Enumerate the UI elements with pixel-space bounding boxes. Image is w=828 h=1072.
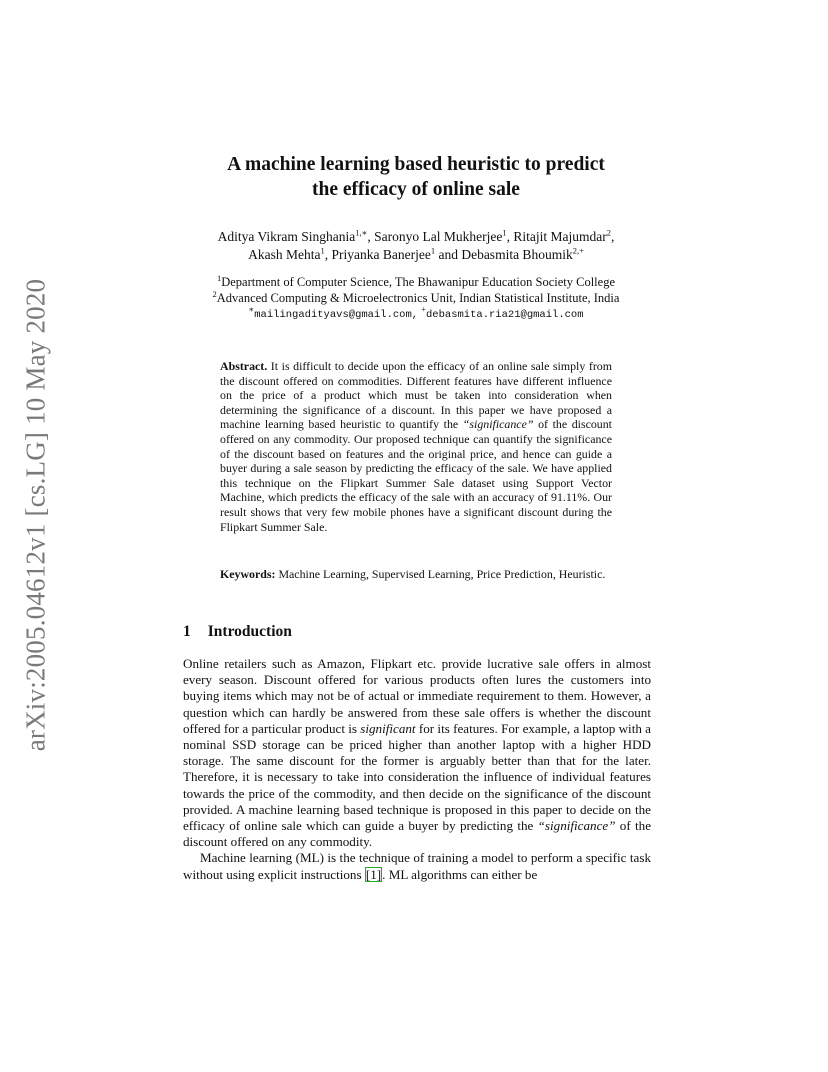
abstract-text: of the discount offered on any commodity. Our proposed technique can quantify the significance of the discount based on features and the original price, and hence can guide a buyer during a sale season by predicting the efficacy of the sale. We have applied this technique on the Flipkart Summer Sale dataset using Support Vector Machine, which predicts the efficacy of the sale with an accuracy of 91.11%. Our result shows that very few mobile phones have a significant discount during the Flipkart Summer Sale.: [220, 417, 612, 534]
keywords: [220, 567, 612, 582]
author-affiliation-mark: 2: [606, 227, 612, 238]
body-emphasis: significant: [360, 720, 416, 736]
abstract-text: It is difficult to decide upon the efficacy of an online sale simply from the discount offered on commodities. Different features have different influence on the price of a product which must be taken into consideration when determining the significance of a discount. In this paper we have proposed a machine learning based heuristic to quantify the: [220, 359, 612, 432]
author-name: Ritajit Majumdar: [513, 229, 607, 244]
arxiv-identifier-text: arXiv:2005.04612v1 [cs.LG] 10 May 2020: [20, 278, 51, 752]
body-text: of the discount offered on any commodity.: [183, 818, 651, 850]
body-text: for its features. For example, a laptop with a nominal SSD storage can be priced higher than another laptop with a higher HDD storage. The same discount for the former is arguably better than that for the later. Therefore, it is necessary to take into consideration the influence of individual features towards the price of the commodity, and then decide on the significance of the discount provided. A machine learning based technique is proposed in this paper to decide on the efficacy of online sale which can guide a buyer by predicting the: [183, 720, 651, 834]
author-list: Aditya Vikram Singhania$^{1,∗}$, Saronyo Lal Mukherjee$^1$, Ritajit Majumdar$^2$, Akash Mehta$^1$, Priyanka Banerjee$^1$ and Debasmita Bhoumik$^{2,+}$: [217, 227, 615, 262]
body-text: Online retailers such as Amazon, Flipkart etc. provide lucrative sale offers in almost every season. Discount offered for various products often lures the customers into buying items which may not be of actual or immediate requirement to them. However, a question which can hardly be answered from these sale offers is whether the discount offered for a particular product is: [183, 656, 651, 736]
contact-emails: [150, 303, 682, 324]
paper-title: [150, 152, 682, 202]
author-name: Akash Mehta: [248, 247, 321, 262]
author-name: Saronyo Lal Mukherjee: [374, 229, 503, 244]
abstract-label: Abstract.: [220, 359, 268, 373]
email-link[interactable]: mailingadityavs@gmail.com,: [254, 309, 419, 321]
affiliations: [150, 272, 682, 324]
author-name: Priyanka Banerjee: [331, 247, 431, 262]
abstract: [220, 359, 612, 534]
email-mark: ∗: [248, 303, 255, 314]
body-emphasis: “significance”: [537, 818, 616, 834]
paper-title-line-1: A machine learning based heuristic to predict: [227, 154, 605, 175]
author-affiliation-mark: 1: [430, 245, 436, 256]
affiliation-text: Department of Computer Science, The Bhawanipur Education Society College: [221, 275, 615, 289]
body-paragraph: [183, 850, 651, 882]
section-title: Introduction: [207, 623, 292, 640]
author-affiliation-mark: 1: [320, 245, 325, 256]
keywords-paragraph: [220, 567, 612, 582]
keywords-label: Keywords:: [220, 567, 276, 581]
section-body: [183, 656, 651, 883]
body-text: . ML algorithms can either be: [382, 866, 538, 882]
arxiv-identifier-stamp: [16, 270, 56, 760]
affiliation-text: Advanced Computing & Microelectronics Unit, Indian Statistical Institute, India: [216, 290, 620, 305]
author-affiliation-mark: 1: [502, 227, 507, 238]
author-affiliation-mark: 2,+: [572, 245, 584, 256]
author-affiliation-mark: 1,∗: [355, 227, 368, 238]
email-mark: +: [421, 303, 426, 314]
abstract-emphasis: “significance”: [462, 417, 534, 432]
email-link[interactable]: debasmita.ria21@gmail.com: [426, 309, 584, 321]
affiliation-2: [150, 288, 682, 307]
affiliation-mark: 1: [216, 272, 222, 283]
affiliation-mark: 2: [212, 288, 217, 299]
paper-title-line-2: the efficacy of online sale: [312, 179, 520, 200]
citation-link[interactable]: [1]: [365, 866, 382, 882]
author-name: Aditya Vikram Singhania: [217, 229, 356, 244]
body-paragraph: [183, 656, 651, 850]
body-text: Machine learning (ML) is the technique of training a model to perform a specific task without using explicit instructions: [183, 850, 651, 882]
section-number: 1: [183, 623, 191, 640]
abstract-paragraph: [220, 359, 612, 534]
author-name: Debasmita Bhoumik: [461, 247, 573, 262]
affiliation-1: [150, 272, 682, 291]
section-heading: [183, 623, 292, 641]
keywords-text: Machine Learning, Supervised Learning, Price Prediction, Heuristic.: [275, 567, 606, 581]
